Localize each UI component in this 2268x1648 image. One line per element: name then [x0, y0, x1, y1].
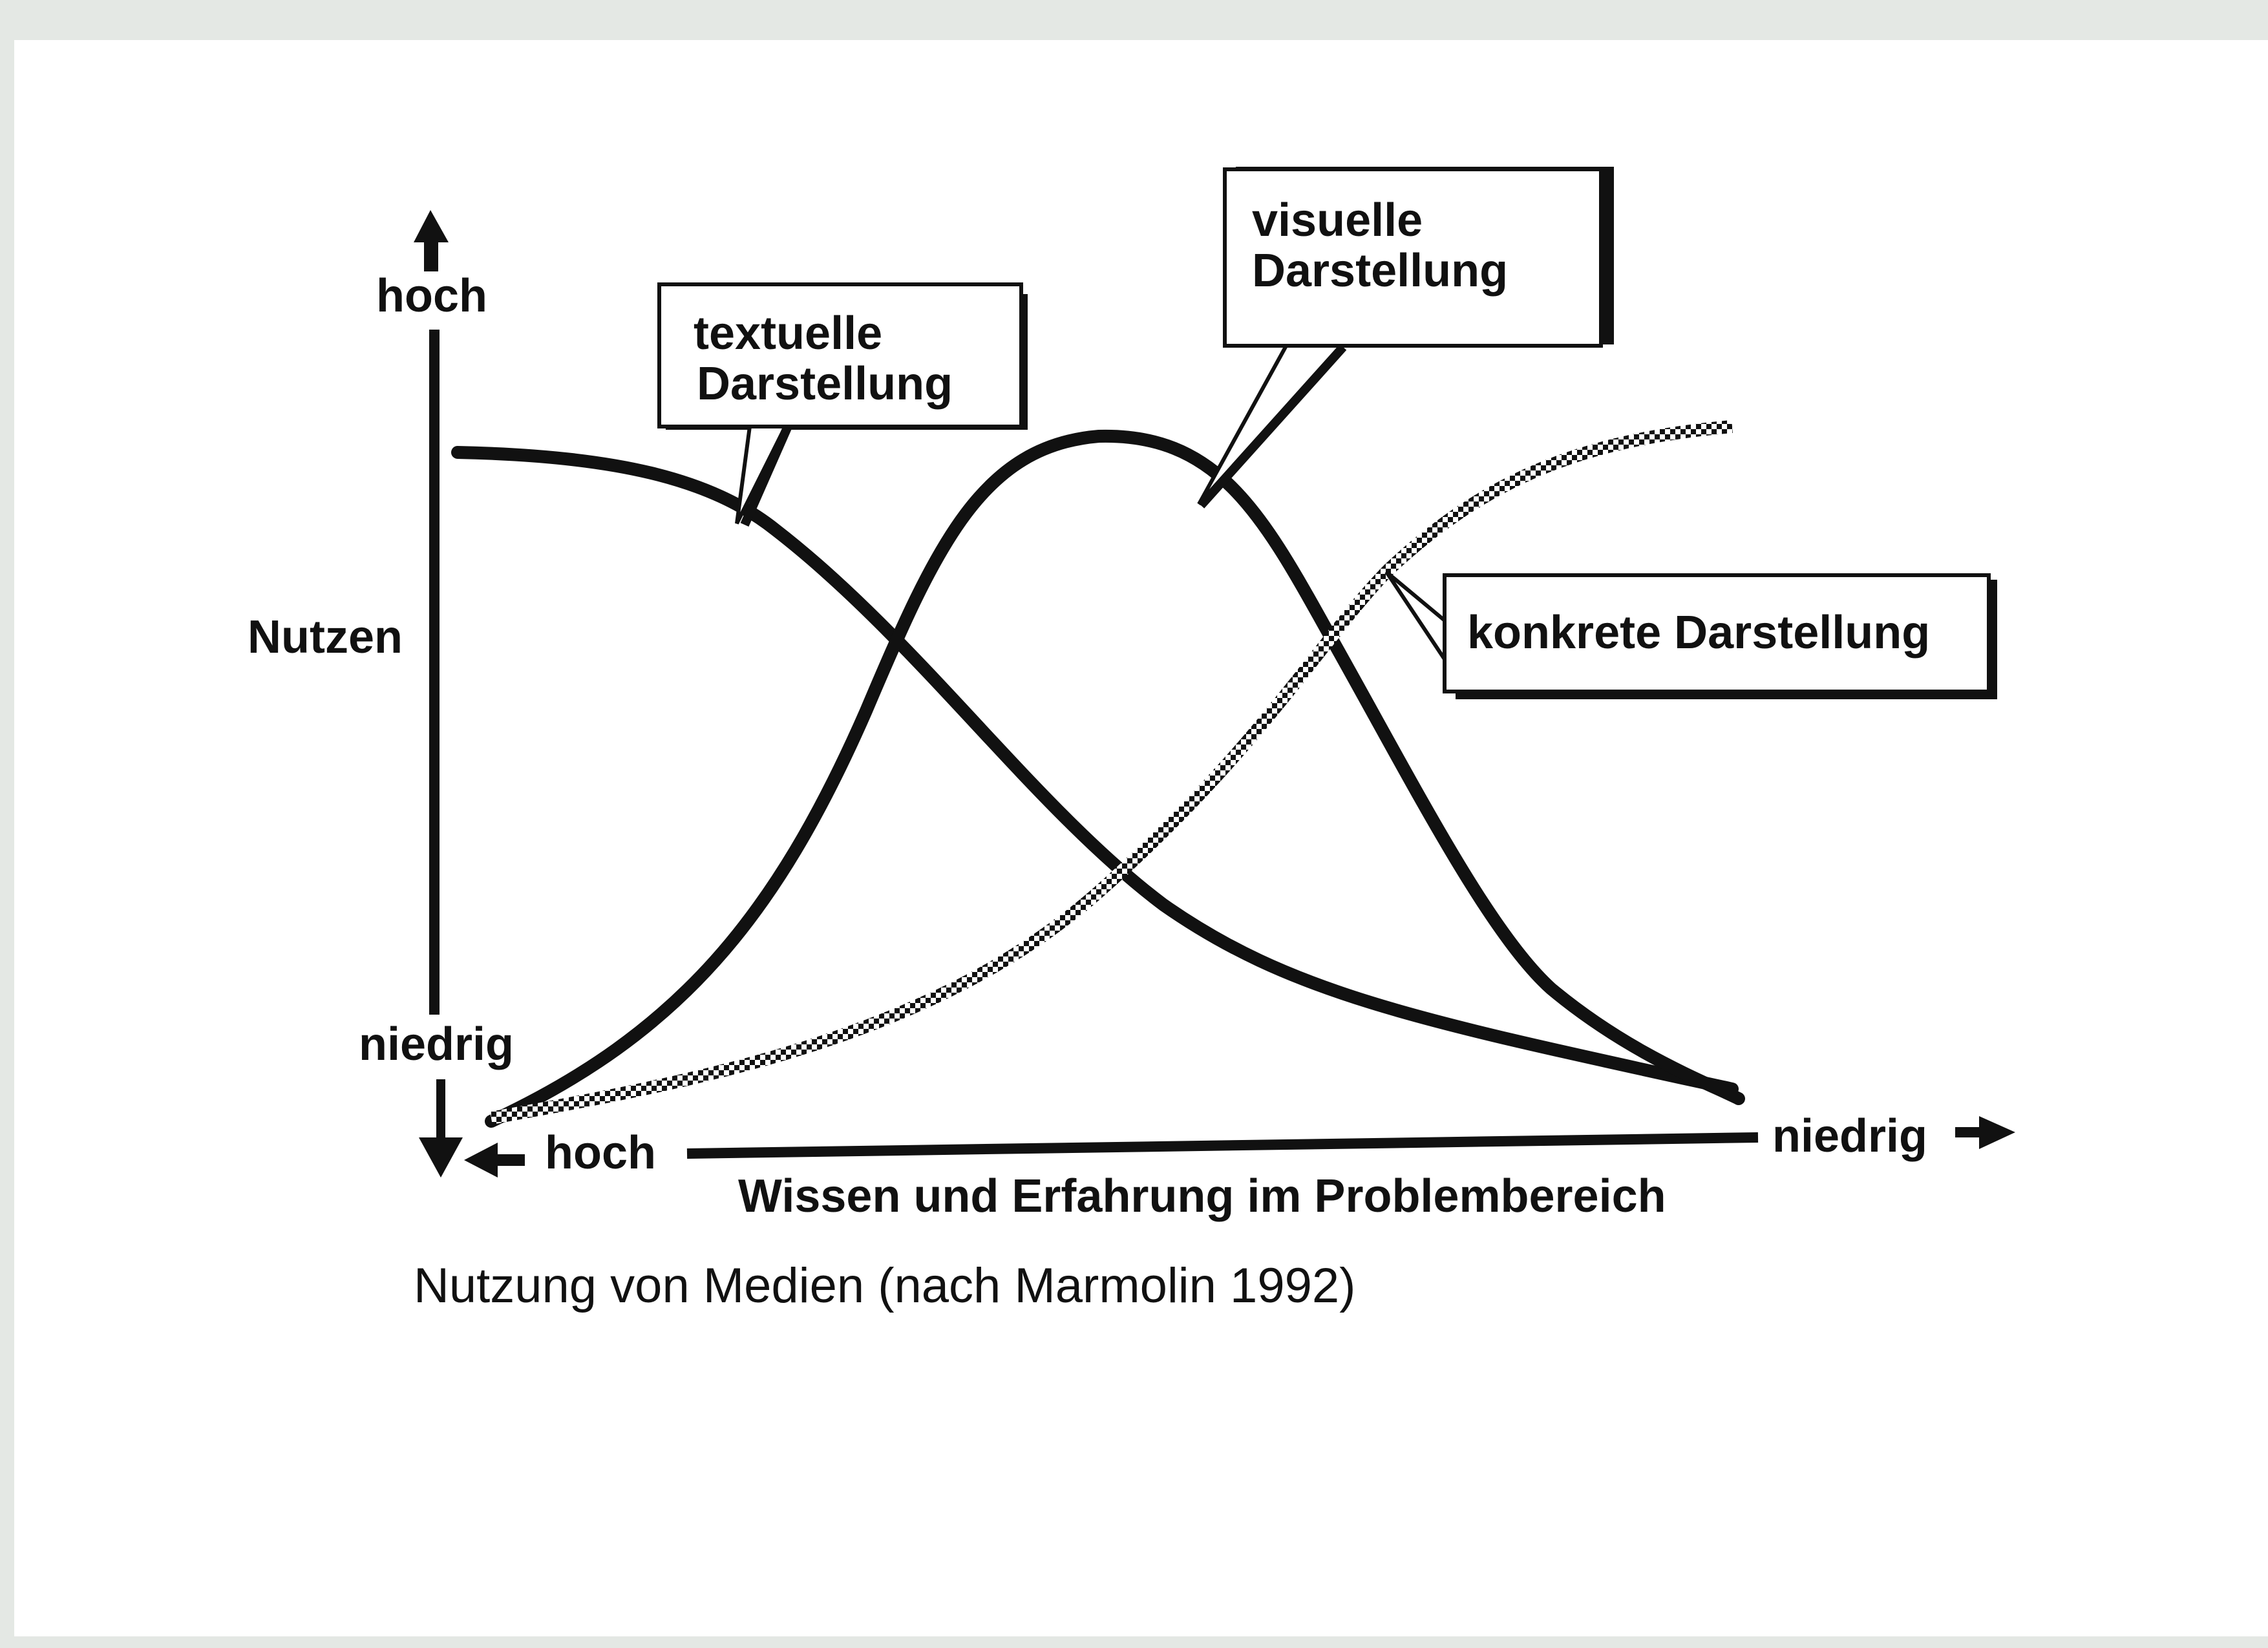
y-axis-top-label: hoch — [376, 270, 487, 322]
y-axis-label: Nutzen — [248, 611, 403, 663]
x-axis-label: Wissen und Erfahrung im Problembereich — [738, 1170, 1666, 1222]
textual-callout-line1: textuelle — [694, 308, 883, 359]
concrete-callout-line1: konkrete Darstellung — [1467, 607, 1931, 659]
visual-callout-line2: Darstellung — [1252, 245, 1509, 297]
concrete-callout — [1386, 572, 1997, 699]
x-axis-right-label: niedrig — [1772, 1110, 1928, 1162]
x-axis-left-label: hoch — [545, 1127, 656, 1179]
caption: Nutzung von Medien (nach Marmolin 1992) — [414, 1258, 1356, 1313]
textual-callout-line2: Darstellung — [697, 358, 953, 410]
y-axis-bottom-label: niedrig — [359, 1019, 514, 1070]
paper-sheet — [14, 40, 2268, 1636]
visual-callout-line1: visuelle — [1252, 195, 1423, 246]
